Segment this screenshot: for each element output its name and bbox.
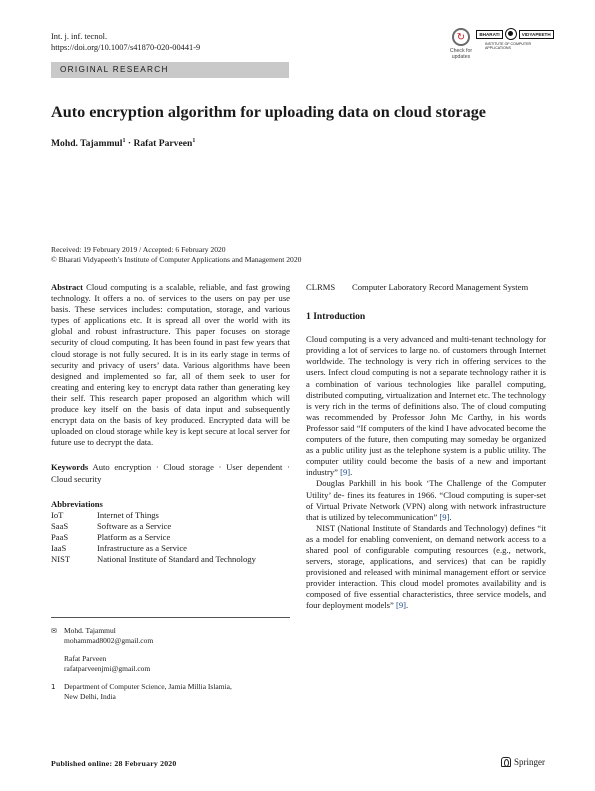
abbreviation-key: IaaS <box>51 542 67 553</box>
coauthor-name: Rafat Parveen <box>64 654 107 663</box>
paper-title: Auto encryption algorithm for uploading data on cloud storage <box>51 103 486 121</box>
abbreviation-key: SaaS <box>51 520 69 531</box>
abbreviation-key: IoT <box>51 509 64 520</box>
abbreviation-value: Computer Laboratory Record Management System <box>352 282 529 292</box>
author-affiliations <box>51 617 290 702</box>
author-separator: · <box>127 138 132 150</box>
abbreviation-key: CLRMS <box>306 282 336 292</box>
corresponding-author-name: Mohd. Tajammul <box>64 626 116 635</box>
publisher-name: Springer <box>514 757 545 767</box>
abbreviation-value: National Institute of Standard and Technology <box>97 554 256 565</box>
paragraph-text: Douglas Parkhill in his book ‘The Challenge of the Computer Utility’ de- fines its features in 1966. “Cloud computing is super-set of Virtual Private Network (VPN) along with network infrastructure that is utilized by telecommunication” <box>306 478 546 522</box>
department-line: Department of Computer Science, Jamia Millia Islamia, <box>64 682 232 691</box>
author-email[interactable]: rafatparveenjmi@gmail.com <box>64 664 151 673</box>
keywords-text: Auto encryption · Cloud storage · User dependent · Cloud security <box>51 462 290 484</box>
check-updates-icon: ↻ <box>452 28 470 46</box>
left-column <box>51 282 290 565</box>
abbreviation-row <box>51 543 290 554</box>
abbreviation-row <box>51 521 290 532</box>
abbreviation-value: Platform as a Service <box>97 531 171 542</box>
intro-paragraph: Cloud computing is a very advanced and multi-tenant technology for providing a lot of services to large no. of customers through Internet worldwide. The technology is very rich in offering services to the users. Infect cloud computing is not a separate technology rather it is a combination of various technologies like parallel computing, distributed computing, virtualization and Internet etc. The technology is very rich in the terms of definitions also. The of cloud computing was recommended by Professor John Mc Carthy, in his words Professor said “If computers of the kind I have advocated become the computers of the future, then computing may someday be organized as a public utility just as the telephone system is a public utility. The computer utility could become the basis of a new and important industry” [9]. <box>306 334 546 478</box>
publication-dates <box>51 245 301 265</box>
affiliation-mark: 1 <box>51 683 56 691</box>
keywords <box>51 462 290 484</box>
header-badges <box>445 28 551 60</box>
intro-paragraph: Douglas Parkhill in his book ‘The Challenge of the Computer Utility’ de- fines its features in 1966. “Cloud computing is super-set of Virtual Private Network (VPN) along with network infrastructure that is utilized by telecommunication” [9]. <box>306 478 546 522</box>
paragraph-text: Cloud computing is a very advanced and multi-tenant technology for providing a lot of services to large no. of customers through Internet worldwide. The technology is very rich in offering services to the users. Infect cloud computing is not a separate technology rather it is a combination of various technologies like parallel computing, distributed computing, virtualization and Internet etc. The technology is very rich in the terms of definitions also. The of cloud computing was recommended by Professor John Mc Carthy, in his words Professor said “If computers of the kind I have advocated become the computers of the future, then computing may someday be organized as a public utility just as the telephone system is a public utility. The computer utility could become the basis of a new and important industry” <box>306 334 546 478</box>
check-for-updates-badge[interactable] <box>445 28 477 60</box>
publisher-logo-left: BHARATI <box>476 30 502 39</box>
envelope-icon: ✉ <box>51 627 57 635</box>
location-line: New Delhi, India <box>64 692 116 701</box>
intro-paragraph: NIST (National Institute of Standards and Technology) defines “it as a model for enabling convenient, on demand network access to a shared pool of configurable computing resources (e.g., network, servers, storage, applications, and services) that can be rapidly provisioned and released with minimal management effort or service provider interaction. This cloud model promotes availability and is composed of five essential characteristics, three service models, and four deployment models” [9]. <box>306 522 546 611</box>
author-name[interactable]: Rafat Parveen <box>133 138 193 150</box>
citation-link[interactable]: [9] <box>439 511 450 522</box>
published-online: Published online: 28 February 2020 <box>51 759 177 768</box>
author-affil-mark: 1 <box>192 138 196 144</box>
paragraph-text: NIST (National Institute of Standards and Technology) defines “it as a model for enabling convenient, on demand network access to a shared pool of configurable computing resources (e.g., network, servers, storage, applications, and services) that can be rapidly provisioned and released with minimal management effort or service provider interaction. This cloud model promotes availability and is composed of five essential characteristics, three service models, and four deployment models” <box>306 522 546 611</box>
abstract <box>51 282 290 448</box>
copyright-line: © Bharati Vidyapeeth’s Institute of Computer Applications and Management 2020 <box>51 255 302 264</box>
publisher-footer <box>501 757 545 767</box>
author-affil-mark: 1 <box>122 138 126 144</box>
publisher-logo-sub: INSTITUTE OF COMPUTER APPLICATIONS <box>485 42 532 50</box>
keywords-label: Keywords <box>51 462 89 473</box>
journal-header <box>51 31 200 53</box>
section-heading-introduction: 1 Introduction <box>306 311 366 323</box>
abbreviation-row <box>306 282 546 293</box>
journal-name: Int. j. inf. tecnol. <box>51 32 108 41</box>
abbreviations-list <box>51 510 290 565</box>
abbreviation-value: Software as a Service <box>97 520 172 531</box>
abbreviations-heading: Abbreviations <box>51 498 103 509</box>
author-name[interactable]: Mohd. Tajammul <box>51 138 123 150</box>
abbreviation-value: Internet of Things <box>97 509 159 520</box>
received-accepted: Received: 19 February 2019 / Accepted: 6 February 2020 <box>51 245 226 254</box>
abbreviation-row <box>51 510 290 521</box>
article-type-banner: ORIGINAL RESEARCH <box>51 62 289 78</box>
citation-link[interactable]: [9] <box>395 600 407 611</box>
citation-link[interactable]: [9] <box>340 467 351 478</box>
abbreviation-key: NIST <box>51 554 71 565</box>
check-badge-label: Check for updates <box>449 48 473 60</box>
publisher-logo-right: VIDYAPEETH <box>519 30 554 39</box>
abstract-label: Abstract <box>51 282 83 292</box>
publisher-logo <box>479 28 551 54</box>
abstract-text: Cloud computing is a scalable, reliable, and fast growing technology. It offers a no. of services to the users on pay per use basis. These services includes: computation, storage, and various types of applications etc. It is spread all over the world with its global and robust infrastructure. This paper focuses on storage security of cloud computing. It has been found in past few years that cloud storage is not fully secured. It is in its early stage in terms of security and privacy of users’ data. Various algorithms have been designed and implemented so far, all of them seek to user for creating and entering key to encrypt data rather than generating key their self. This research paper proposed an algorithm which will produce key itself on the basis of data input and subsequently encrypt data on the basis of key produced. Encrypted data will be uploaded on cloud storage while key is kept secure at local server for future use to decrypt the data. <box>51 282 290 448</box>
abbreviation-row <box>51 532 290 543</box>
abbreviation-key: PaaS <box>51 531 69 542</box>
abbreviation-row <box>51 554 290 565</box>
abbreviation-value: Infrastructure as a Service <box>97 542 187 553</box>
wheel-icon <box>505 28 517 40</box>
author-list <box>51 138 195 149</box>
doi-link[interactable]: https://doi.org/10.1007/s41870-020-00441-9 <box>51 43 201 52</box>
author-email[interactable]: mohammad8002@gmail.com <box>64 636 154 645</box>
right-column <box>306 282 546 612</box>
springer-horse-icon <box>501 757 511 767</box>
